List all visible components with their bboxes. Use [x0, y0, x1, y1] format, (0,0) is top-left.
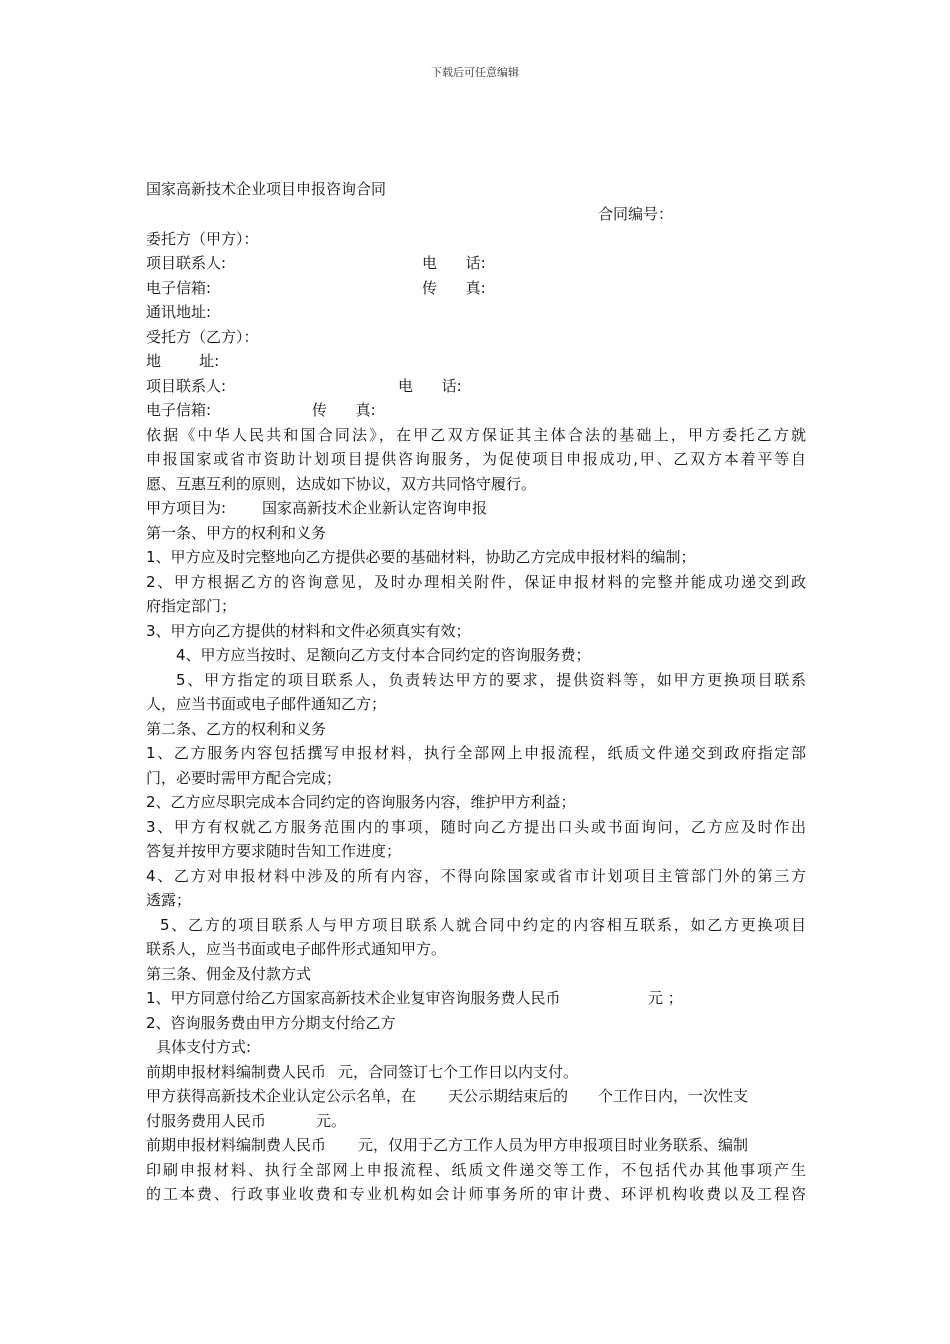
payment-text: 天公示期结束后的	[448, 1087, 569, 1105]
payment-line	[146, 1133, 806, 1158]
party-a-contact-label: 项目联系人:	[146, 254, 227, 272]
article2-item-cont: 门，必要时需甲方配合完成；	[146, 768, 342, 787]
payment-method-label: 具体支付方式:	[156, 1038, 252, 1056]
article2-item: 2、乙方应尽职完成本合同约定的咨询服务内容，维护甲方利益；	[146, 793, 576, 811]
party-a-label: 委托方（甲方）：	[146, 229, 259, 248]
article1-item-cont: 人，应当书面或电子邮件通知乙方；	[146, 695, 387, 713]
article2-title: 第二条、乙方的权利和义务	[146, 719, 327, 738]
article2-item: 1、乙方服务内容包括撰写申报材料，执行全部网上申报流程，纸质文件递交到政府指定部	[146, 744, 806, 762]
payment-text: 个工作日内，一次性支	[598, 1087, 749, 1105]
article3-item: 2、咨询服务费由甲方分期支付给乙方	[146, 1013, 396, 1032]
project-row	[146, 496, 806, 521]
payment-line	[146, 1084, 806, 1109]
article2-item-cont: 答复并按甲方要求随时告知工作进度；	[146, 842, 402, 860]
article2-item: 3、甲方有权就乙方服务范围内的事项，随时向乙方提出口头或书面询问，乙方应及时作出	[146, 817, 806, 836]
party-a-fax-label: 传 真:	[422, 278, 486, 297]
intro-line: 申报国家或省市资助计划项目提供咨询服务，为促使项目申报成功,甲、乙双方本着平等自	[146, 450, 806, 468]
party-b-address-label: 地 址:	[146, 352, 220, 370]
party-b-label: 受托方（乙方）：	[146, 327, 259, 346]
article2-item-cont: 联系人，应当书面或电子邮件形式通知甲方。	[146, 940, 447, 958]
contract-body	[146, 176, 806, 1207]
party-b-phone-label: 电 话:	[398, 376, 462, 395]
article1-item: 2、甲方根据乙方的咨询意见，及时办理相关附件，保证申报材料的完整并能成功递交到政	[146, 572, 806, 591]
project-value: 国家高新技术企业新认定咨询申报	[262, 499, 488, 517]
article1-item: 1、甲方应及时完整地向乙方提供必要的基础材料，协助乙方完成申报材料的编制；	[146, 548, 696, 566]
party-b-email-row	[146, 398, 806, 423]
payment-text: 元，仅用于乙方工作人员为甲方申报项目时业务联系、编制	[358, 1136, 749, 1154]
party-b-contact-label: 项目联系人:	[146, 376, 227, 395]
payment-text: 前期申报材料编制费人民币	[146, 1136, 327, 1154]
party-a-email-row	[146, 276, 806, 301]
party-a-contact-row	[146, 251, 806, 276]
article1-item: 5、甲方指定的项目联系人，负责转达甲方的要求，提供资料等，如甲方更换项目联系	[176, 670, 806, 689]
contract-number-label: 合同编号：	[598, 205, 674, 223]
party-a-email-label: 电子信箱:	[146, 278, 212, 297]
article2-item: 4、乙方对申报材料中涉及的所有内容，不得向除国家或省市计划项目主管部门外的第三方	[146, 866, 806, 885]
payment-text: 元，合同签订七个工作日以内支付。	[338, 1062, 579, 1081]
article1-title: 第一条、甲方的权利和义务	[146, 523, 327, 542]
project-label: 甲方项目为:	[146, 499, 227, 517]
article3-title: 第三条、佣金及付款方式	[146, 964, 312, 983]
payment-line	[146, 1060, 806, 1085]
contract-title: 国家高新技术企业项目申报咨询合同	[146, 180, 387, 198]
page-header-note: 下载后可任意编辑	[431, 66, 519, 79]
payment-text: 付服务费用人民币	[146, 1111, 267, 1130]
party-a-phone-label: 电 话:	[422, 254, 486, 272]
party-a-address-label: 通讯地址:	[146, 303, 212, 321]
article2-item: 5、乙方的项目联系人与甲方项目联系人就合同中约定的内容相互联系，如乙方更换项目	[160, 915, 806, 934]
payment-text: 甲方获得高新技术企业认定公示名单，在	[146, 1087, 417, 1105]
article3-item	[146, 986, 806, 1011]
payment-text: 元。	[316, 1111, 347, 1130]
intro-line: 愿、互惠互利的原则，达成如下协议，双方共同恪守履行。	[146, 474, 537, 493]
article1-item-cont: 府指定部门；	[146, 597, 237, 615]
article1-item: 3、甲方向乙方提供的材料和文件必须真实有效；	[146, 621, 471, 640]
party-b-contact-row	[146, 374, 806, 399]
party-b-fax-label: 传 真:	[312, 401, 376, 419]
payment-line: 印刷申报材料、执行全部网上申报流程、纸质文件递交等工作，不包括代办其他事项产生	[146, 1160, 806, 1179]
party-b-email-label: 电子信箱:	[146, 401, 212, 419]
article1-item: 4、甲方应当按时、足额向乙方支付本合同约定的咨询服务费；	[176, 646, 591, 664]
payment-text: 前期申报材料编制费人民币	[146, 1062, 327, 1081]
payment-line: 的工本费、行政事业收费和专业机构如会计师事务所的审计费、环评机构收费以及工程咨	[146, 1185, 806, 1203]
intro-line: 依据《中华人民共和国合同法》，在甲乙双方保证其主体合法的基础上，甲方委托乙方就	[146, 425, 806, 444]
payment-line	[146, 1109, 806, 1134]
fee-text: 1、甲方同意付给乙方国家高新技术企业复审咨询服务费人民币	[146, 989, 561, 1007]
article2-item-cont: 透露；	[146, 891, 192, 909]
fee-unit: 元 ；	[648, 989, 683, 1007]
